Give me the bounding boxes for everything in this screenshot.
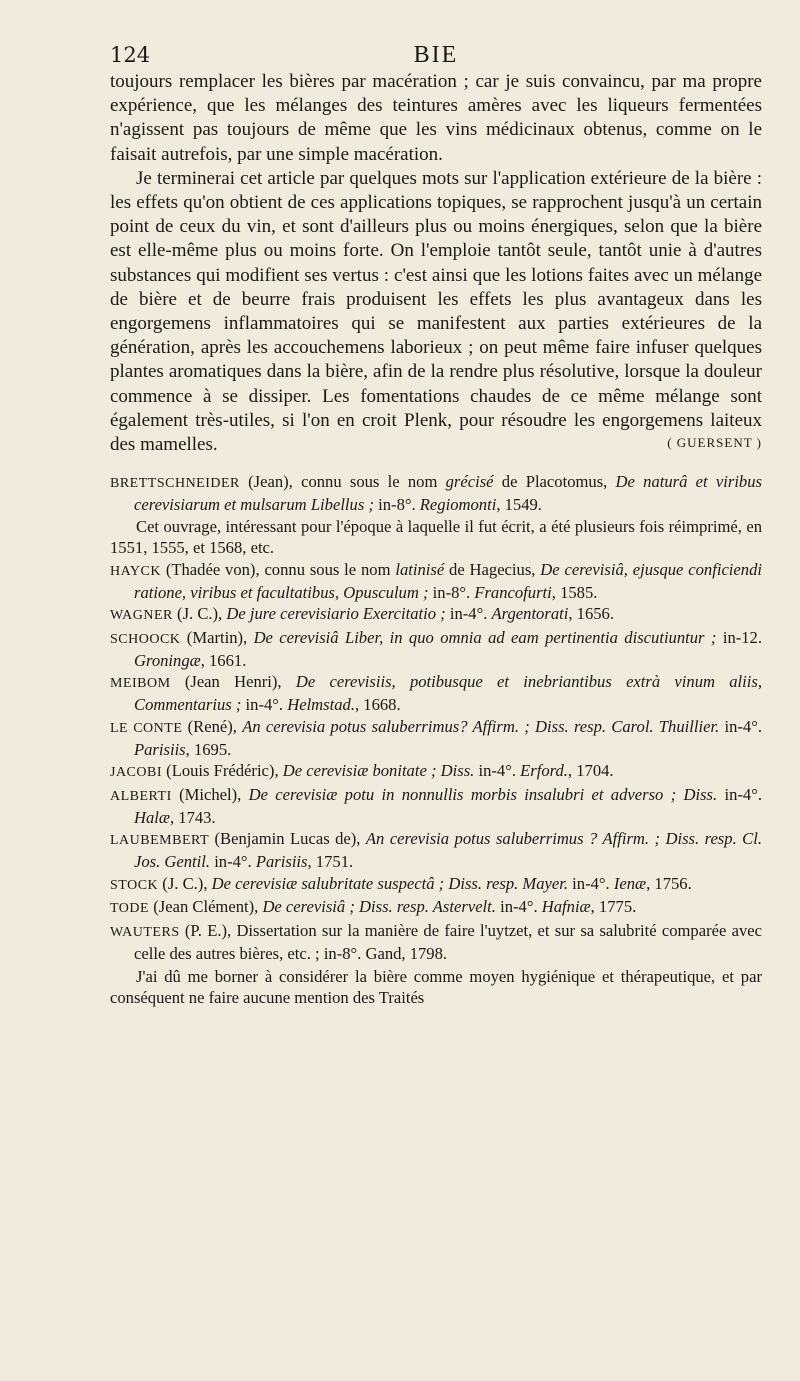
entry-place: Regiomonti [419, 495, 497, 515]
entry-place: Hafniæ [541, 897, 591, 917]
entry-text: grécisé [445, 472, 494, 492]
bibliography-entry [110, 760, 762, 783]
entry-date: , 1668. [354, 695, 401, 715]
entry-title: De jure cerevisiario Exercitatio ; [226, 604, 446, 624]
entry-text: (Jean), connu sous le nom [239, 472, 446, 492]
entry-title: De cerevisiâ, ejusque conficiendi ratione, viribus et facultatibus, Opusculum ; [134, 559, 762, 602]
entry-title: De cerevisiis, potibusque et inebriantibus extrà vinum aliis, Commentarius ; [134, 672, 762, 715]
bibliography-entry [110, 471, 762, 515]
author-signature: ( GUERSENT ) [667, 435, 762, 451]
entry-text: (Louis Frédéric), [162, 761, 283, 781]
entry-place: Helmstad. [287, 695, 355, 715]
bibliography-entry [110, 828, 762, 872]
entry-place: Parisiis [255, 852, 308, 872]
entry-title: De naturâ et viribus cerevisiarum et mulsarum Libellus ; [134, 472, 762, 515]
entry-title: De cerevisiæ bonitate ; Diss. [282, 761, 475, 781]
entry-date: , 1751. [307, 852, 354, 872]
page-number: 124 [110, 43, 151, 67]
entry-author: STOCK [110, 877, 159, 893]
entry-date: , 1743. [169, 807, 216, 827]
entry-title: An cerevisia potus saluberrimus ? Affirm. ; Diss. resp. Cl. Jos. Gentil. [134, 829, 762, 872]
entry-author: TODE [110, 901, 150, 917]
entry-place: Halæ [134, 807, 170, 827]
entry-date: , 1656. [568, 604, 614, 624]
entry-place: Argentorati [491, 604, 569, 624]
main-text [110, 70, 762, 457]
entry-text: (P. E.), Dissertation sur la manière de faire l'uytzet, et sur sa salubrité comparée avec celle des autres bières, etc. ; in-8°. Gand, 1798. [134, 920, 762, 963]
entry-date: , 1775. [590, 897, 637, 917]
bibliography-entry [110, 559, 762, 603]
entry-date: , 1704. [567, 761, 614, 781]
entry-author: ALBERTI [110, 788, 172, 804]
entry-author: WAGNER [110, 608, 173, 624]
entry-text: de Placotomus, [493, 472, 616, 492]
entry-date: , 1549. [496, 495, 542, 515]
entry-author: WAUTERS [110, 924, 180, 940]
bibliography-entry [110, 627, 762, 671]
entry-author: SCHOOCK [110, 631, 181, 647]
entry-text: in-4°. [210, 852, 256, 872]
entry-text: latinisé [395, 559, 445, 579]
entry-text: in-4°. [717, 784, 763, 804]
entry-date: , 1695. [185, 739, 232, 759]
entry-text: in-4°. [719, 716, 763, 736]
entry-author: MEIBOM [110, 676, 171, 692]
closing-paragraph: J'ai dû me borner à considérer la bière comme moyen hygiénique et thérapeutique, et par conséquent ne faire aucune mention des Traités [110, 966, 762, 1007]
entry-title: An cerevisia potus saluberrimus? Affirm. ; Diss. resp. Carol. Thuillier. [242, 716, 720, 736]
entry-text: (J. C.), [172, 604, 227, 624]
entry-place: Parisiis [134, 739, 186, 759]
entry-title: De cerevisiæ salubritate suspectâ ; Diss. resp. Mayer. [211, 873, 569, 893]
entry-text: (Jean Clément), [149, 897, 263, 917]
entry-date: , 1585. [551, 582, 598, 602]
entry-title: De cerevisiâ ; Diss. resp. Astervelt. [262, 897, 496, 917]
entry-author: JACOBI [110, 765, 163, 781]
entry-text: (Michel), [171, 784, 249, 804]
entry-text: (Martin), [180, 627, 254, 647]
entry-date: , 1756. [646, 873, 692, 893]
running-head [110, 42, 762, 70]
entry-title: De cerevisiæ potu in nonnullis morbis insalubri et adverso ; Diss. [248, 784, 718, 804]
entry-author: HAYCK [110, 563, 161, 579]
entry-text: de Hagecius, [444, 559, 541, 579]
entry-place: Erford. [520, 761, 568, 781]
entry-author: LAUBEMBERT [110, 833, 210, 849]
bibliography-entry [110, 716, 762, 760]
entry-text: in-8°. [428, 582, 475, 602]
entry-text: (Thadée von), connu sous le nom [161, 559, 396, 579]
entry-text: (J. C.), [158, 873, 212, 893]
bibliography [110, 471, 762, 1008]
bibliography-entry [110, 784, 762, 828]
bibliography-entry [110, 896, 762, 919]
entry-text: in-4°. [495, 897, 542, 917]
entry-author: LE CONTE [110, 720, 183, 736]
entry-text: (Benjamin Lucas de), [209, 829, 366, 849]
entry-place: Groningæ [134, 650, 201, 670]
body-paragraph-2: Je terminerai cet article par quelques mots sur l'application extérieure de la bière : les effets qu'on obtient de ces applications topiques, se rapprochent jusqu'à un certain point de ceux du vin, et sont d'ailleurs plus ou moins énergiques, selon que la bière est elle-même plus ou moins forte. On l'emploie tantôt seule, tantôt unie à d'autres substances qui modifient ses vertus : c'est ainsi que les lotions faites avec un mélange de bière et de beurre frais produisent les effets les plus avantageux dans les engorgemens inflammatoires qui se manifestent aux parties extérieures de la génération, après les accouchemens laborieux ; on peut même faire infuser quelques plantes aromatiques dans la bière, afin de la rendre plus résolutive, lorsque la douleur commence à se dissiper. Les fomentations chaudes de ce même mélange sont également très-utiles, si l'on en croit Plenk, pour résoudre les engorgemens laiteux des mamelles. [110, 167, 762, 456]
entry-text: (René), [182, 716, 243, 736]
bibliography-note: Cet ouvrage, intéressant pour l'époque à laquelle il fut écrit, a été plusieurs fois réimprimé, en 1551, 1555, et 1568, etc. [110, 516, 762, 557]
entry-text: in-12. [716, 627, 763, 647]
entry-place: Francofurti [474, 582, 552, 602]
bibliography-entry [110, 920, 762, 964]
entry-text: in-4°. [445, 604, 492, 624]
entry-text: in-4°. [568, 873, 614, 893]
bibliography-entry [110, 671, 762, 715]
book-page [110, 42, 762, 1008]
entry-text: in-8°. [373, 495, 420, 515]
entry-date: , 1661. [200, 650, 247, 670]
body-paragraph-1: toujours remplacer les bières par macération ; car je suis convaincu, par ma propre expérience, que les mélanges des teintures amères avec les liqueurs fermentées n'agissent pas toujours de même que les vins médicinaux obtenus, comme on le faisait autrefois, par une simple macération. [110, 71, 762, 165]
entry-text: in-4°. [241, 695, 288, 715]
entry-text: in-4°. [474, 761, 521, 781]
entry-title: De cerevisiâ Liber, in quo omnia ad eam pertinentia discutiuntur ; [253, 627, 717, 647]
bibliography-entry [110, 603, 762, 626]
running-head-title: BIE [413, 42, 459, 68]
bibliography-entry [110, 873, 762, 896]
entry-author: BRETTSCHNEIDER [110, 476, 240, 492]
entry-place: Ienæ [613, 873, 647, 893]
entry-text: (Jean Henri), [170, 672, 296, 692]
